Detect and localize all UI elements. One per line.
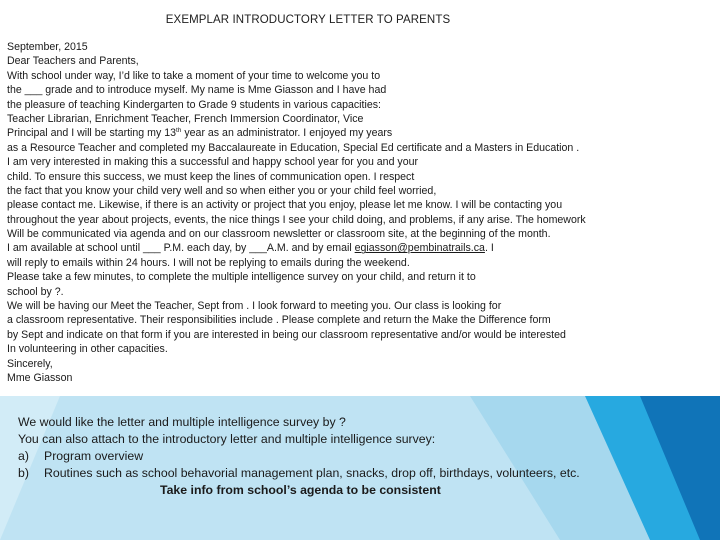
letter-line: Please take a few minutes, to complete the multiple intelligence survey on your child, and return it to [7, 271, 476, 284]
page-title: EXEMPLAR INTRODUCTORY LETTER TO PARENTS [165, 14, 451, 26]
letter-line: the fact that you know your child very well and so when either you or your child feel worried, [7, 184, 437, 197]
list-item-text: Program overview [44, 449, 144, 463]
note-emphasis: Take info from school’s agenda to be consistent [160, 483, 441, 497]
letter-line: a classroom representative. Their responsibilities include . Please complete and return the Make the Difference form [7, 314, 551, 327]
letter-line [7, 126, 687, 140]
letter-line: will reply to emails within 24 hours. I will not be replying to emails during the weekend. [7, 256, 410, 269]
letter-line: September, 2015 [7, 41, 88, 53]
letter-line: Teacher Librarian, Enrichment Teacher, French Immersion Coordinator, Vice [7, 112, 364, 125]
letter-line: In volunteering in other capacities. [7, 343, 168, 356]
note-item-b [18, 465, 678, 482]
letter-line: the ___ grade and to introduce myself. My name is Mme Giasson and I have had [7, 84, 387, 97]
superscript: th [176, 127, 182, 135]
list-item-text: Routines such as school behavorial management plan, snacks, drop off, birthdays, volunteers, etc. [44, 466, 580, 480]
letter-line: We will be having our Meet the Teacher, Sept from . I look forward to meeting you. Our class is looking for [7, 300, 502, 313]
letter-line: school by ?. [7, 285, 64, 298]
letter-text: . I [484, 242, 494, 255]
letter-text: year as an administrator. I enjoyed my years [181, 127, 393, 140]
letter-line [7, 241, 687, 255]
letter-body [7, 40, 687, 385]
letter-line: child. To ensure this success, we must keep the lines of communication open. I respect [7, 170, 415, 183]
email-link[interactable]: egiasson@pembinatrails.ca [354, 242, 485, 255]
letter-line: please contact me. Likewise, if there is an activity or project that you enjoy, please let me know. I will be contacting you [7, 199, 563, 212]
letter-line: Sincerely, [7, 357, 53, 370]
note-item-a [18, 448, 678, 465]
letter-line: Dear Teachers and Parents, [7, 55, 139, 68]
note-line-2: You can also attach to the introductory letter and multiple intelligence survey: [18, 432, 436, 446]
instructions-note [18, 414, 678, 499]
list-marker: a) [18, 449, 29, 463]
letter-text: I am available at school until ___ P.M. each day, by ___A.M. and by email [7, 242, 355, 255]
letter-line: by Sept and indicate on that form if you are interested in being our classroom representative and/or would be interested [7, 328, 566, 341]
letter-line: With school under way, I’d like to take a moment of your time to welcome you to [7, 69, 381, 82]
letter-line: throughout the year about projects, events, the nice things I see your child doing, and problems, if any arise. The homework [7, 213, 586, 226]
letter-line: the pleasure of teaching Kindergarten to Grade 9 students in various capacities: [7, 98, 381, 111]
letter-line: as a Resource Teacher and completed my Baccalaureate in Education, Special Ed certificate and a Masters in Education . [7, 141, 580, 154]
letter-text: Principal and I will be starting my 13 [7, 127, 176, 140]
list-marker: b) [18, 466, 29, 480]
letter-line: Mme Giasson [7, 371, 73, 384]
note-line-1: We would like the letter and multiple intelligence survey by ? [18, 415, 346, 429]
letter-line: I am very interested in making this a successful and happy school year for you and your [7, 156, 419, 169]
letter-line: Will be communicated via agenda and on our classroom newsletter or classroom site, at the beginning of the month. [7, 228, 551, 241]
